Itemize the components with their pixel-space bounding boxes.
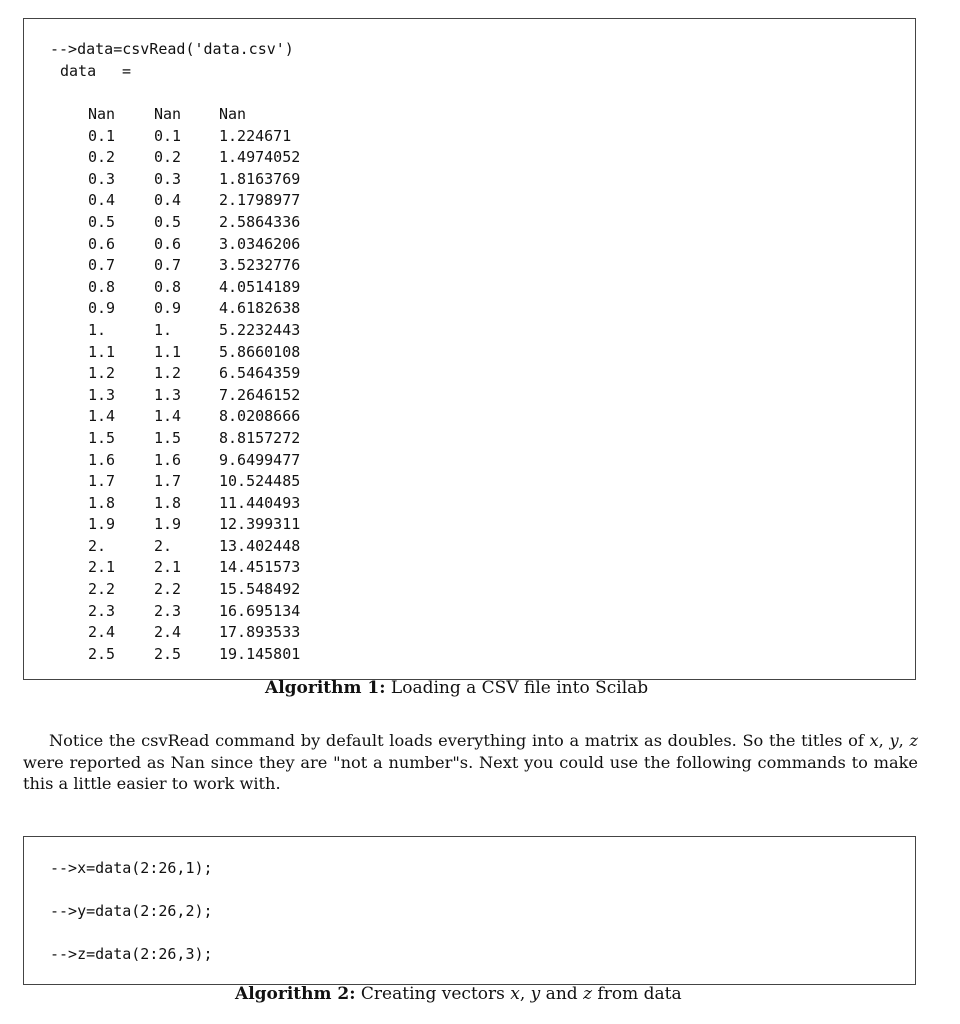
matrix-cell: 2.1	[154, 558, 182, 577]
matrix-cell: 0.8	[154, 277, 182, 296]
var-z: z	[909, 731, 918, 750]
matrix-cell: 1.9	[88, 515, 116, 534]
matrix-cell: 1.4974052	[219, 148, 301, 167]
matrix-cell: 1.7	[154, 472, 182, 491]
separator: ,	[898, 731, 910, 750]
matrix-row	[88, 601, 339, 623]
matrix-cell: 4.6182638	[219, 299, 301, 318]
matrix-cell: 19.145801	[219, 644, 301, 663]
matrix-cell: 1.7	[88, 472, 116, 491]
matrix-cell: 11.440493	[219, 493, 301, 512]
matrix-cell: 1.5	[154, 428, 182, 447]
matrix-row	[88, 579, 339, 601]
matrix-cell: 2.2	[88, 580, 116, 599]
matrix-cell: 2.5	[154, 644, 182, 663]
matrix-cell: 2.	[154, 536, 173, 555]
matrix-row	[88, 277, 339, 299]
matrix-cell: 0.9	[88, 299, 116, 318]
paragraph-text: were reported as Nan since they are "not a number"s. Next you could use the following commands to make this a little easier to work with.	[23, 752, 918, 793]
matrix-row	[88, 493, 339, 515]
matrix-row	[88, 514, 339, 536]
matrix-cell: 1.4	[154, 407, 182, 426]
var-y: y	[889, 731, 899, 750]
caption-label: Algorithm 2:	[235, 984, 356, 1004]
matrix-row	[88, 147, 339, 169]
separator: ,	[878, 731, 890, 750]
matrix-cell: 1.6	[154, 450, 182, 469]
matrix-cell: 0.2	[154, 148, 182, 167]
matrix-cell: 2.5864336	[219, 212, 301, 231]
matrix-cell: 2.3	[88, 601, 116, 620]
matrix-cell: 2.1	[88, 558, 116, 577]
matrix-row	[88, 557, 339, 579]
var-z: z	[583, 984, 593, 1004]
data-matrix-output	[88, 104, 339, 665]
matrix-cell: 2.4	[88, 623, 116, 642]
matrix-cell: 0.3	[88, 169, 116, 188]
matrix-row	[88, 644, 339, 666]
matrix-row	[88, 450, 339, 472]
matrix-cell: 1.	[88, 320, 107, 339]
caption-text: from data	[592, 984, 682, 1004]
matrix-cell: 1.8	[88, 493, 116, 512]
matrix-cell: 0.6	[88, 234, 116, 253]
matrix-cell: 6.5464359	[219, 364, 301, 383]
code-box-algorithm-1	[23, 18, 916, 680]
matrix-cell: 1.8	[154, 493, 182, 512]
algorithm-2-caption	[235, 984, 682, 1004]
matrix-cell: 1.4	[88, 407, 116, 426]
matrix-cell: 0.5	[154, 212, 182, 231]
output-variable-name: data	[60, 62, 97, 80]
matrix-cell: 0.8	[88, 277, 116, 296]
matrix-cell: 0.1	[88, 126, 116, 145]
matrix-cell: 3.0346206	[219, 234, 301, 253]
matrix-cell: 2.5	[88, 644, 116, 663]
matrix-cell: 1.1	[154, 342, 182, 361]
matrix-row	[88, 536, 339, 558]
matrix-cell: 1.6	[88, 450, 116, 469]
command-x: -->x=data(2:26,1);	[50, 859, 213, 877]
matrix-row	[88, 363, 339, 385]
matrix-cell: 1.2	[154, 364, 182, 383]
algorithm-1-caption	[265, 678, 648, 698]
matrix-cell: 1.8163769	[219, 169, 301, 188]
matrix-cell: 13.402448	[219, 536, 301, 555]
matrix-cell: 2.3	[154, 601, 182, 620]
matrix-cell: 0.5	[88, 212, 116, 231]
output-equals-sign: =	[122, 62, 132, 80]
separator: ,	[519, 984, 531, 1004]
matrix-cell: 4.0514189	[219, 277, 301, 296]
matrix-cell: 10.524485	[219, 472, 301, 491]
csvread-command: -->data=csvRead('data.csv')	[50, 40, 294, 58]
matrix-row	[88, 406, 339, 428]
matrix-cell: 2.1798977	[219, 191, 301, 210]
matrix-cell: 0.3	[154, 169, 182, 188]
matrix-cell: 2.4	[154, 623, 182, 642]
explanation-paragraph	[23, 730, 918, 795]
matrix-row	[88, 190, 339, 212]
matrix-cell: 1.2	[88, 364, 116, 383]
matrix-cell: 5.2232443	[219, 320, 301, 339]
matrix-cell: 8.8157272	[219, 428, 301, 447]
matrix-row	[88, 385, 339, 407]
matrix-cell: 17.893533	[219, 623, 301, 642]
paragraph-text: Notice the csvRead command by default loads everything into a matrix as doubles. So the titles of	[49, 731, 870, 750]
command-z: -->z=data(2:26,3);	[50, 945, 213, 963]
caption-text: and	[540, 984, 584, 1004]
matrix-cell: 0.7	[154, 256, 182, 275]
matrix-cell: 0.2	[88, 148, 116, 167]
matrix-cell: 0.7	[88, 256, 116, 275]
code-box-algorithm-2	[23, 836, 916, 985]
caption-text: Loading a CSV file into Scilab	[390, 678, 649, 698]
matrix-cell: 1.5	[88, 428, 116, 447]
matrix-cell: 14.451573	[219, 558, 301, 577]
matrix-row	[88, 622, 339, 644]
matrix-cell: 2.2	[154, 580, 182, 599]
matrix-row	[88, 126, 339, 148]
matrix-cell: 0.4	[88, 191, 116, 210]
caption-text: Creating vectors	[360, 984, 511, 1004]
matrix-cell: 12.399311	[219, 515, 301, 534]
matrix-cell: 15.548492	[219, 580, 301, 599]
matrix-cell: 8.0208666	[219, 407, 301, 426]
matrix-row	[88, 212, 339, 234]
command-y: -->y=data(2:26,2);	[50, 902, 213, 920]
matrix-cell: 0.9	[154, 299, 182, 318]
matrix-cell: Nan	[88, 105, 116, 123]
matrix-cell: Nan	[154, 105, 182, 123]
matrix-cell: Nan	[219, 105, 247, 123]
matrix-row	[88, 320, 339, 342]
matrix-cell: 1.3	[154, 385, 182, 404]
matrix-cell: 3.5232776	[219, 256, 301, 275]
var-y: y	[530, 984, 541, 1004]
matrix-cell: 1.	[154, 320, 173, 339]
matrix-row	[88, 428, 339, 450]
matrix-cell: 2.	[88, 536, 107, 555]
matrix-row	[88, 169, 339, 191]
matrix-cell: 1.224671	[219, 126, 292, 145]
caption-label: Algorithm 1:	[265, 678, 386, 698]
matrix-row	[88, 104, 339, 126]
matrix-cell: 0.1	[154, 126, 182, 145]
matrix-cell: 1.1	[88, 342, 116, 361]
matrix-row	[88, 255, 339, 277]
matrix-cell: 9.6499477	[219, 450, 301, 469]
matrix-cell: 0.4	[154, 191, 182, 210]
matrix-row	[88, 342, 339, 364]
matrix-cell: 1.9	[154, 515, 182, 534]
matrix-cell: 5.8660108	[219, 342, 301, 361]
matrix-cell: 0.6	[154, 234, 182, 253]
matrix-row	[88, 234, 339, 256]
matrix-cell: 7.2646152	[219, 385, 301, 404]
matrix-row	[88, 471, 339, 493]
matrix-cell: 16.695134	[219, 601, 301, 620]
matrix-cell: 1.3	[88, 385, 116, 404]
var-x: x	[510, 984, 520, 1004]
matrix-row	[88, 298, 339, 320]
var-x: x	[869, 731, 879, 750]
